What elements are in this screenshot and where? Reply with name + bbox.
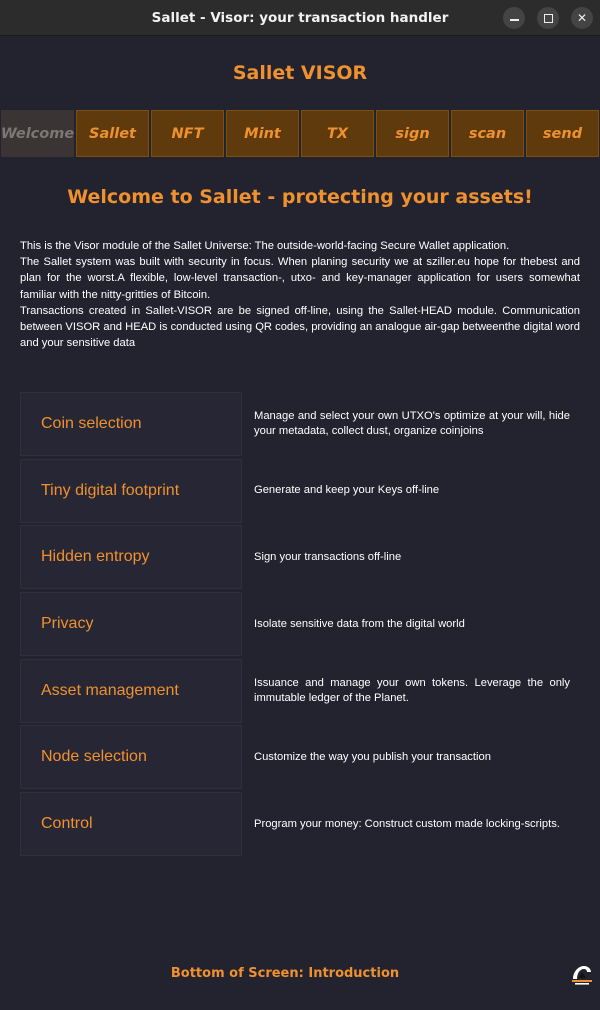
feature-description — [254, 392, 570, 456]
minimize-button[interactable] — [503, 7, 525, 29]
feature-button-privacy[interactable]: Privacy — [20, 592, 242, 656]
feature-description-text: Manage and select your own UTXO's optimize at your will, hide your metadata, collect dust, organize coinjoins — [254, 410, 570, 437]
feature-description — [254, 659, 570, 723]
feature-description — [254, 459, 570, 523]
intro-paragraph: The Sallet system was built with security in focus. When planing security we at sziller.eu hope for thebest and plan for the worst.A flexible, low-level transaction-, utxo- and key-manager application for users somewhat familiar with the nitty-gritties of Bitcoin. — [20, 256, 580, 301]
feature-button-node-selection[interactable]: Node selection — [20, 725, 242, 789]
intro-paragraph: This is the Visor module of the Sallet Universe: The outside-world-facing Secure Wallet application. — [20, 240, 510, 252]
tab-scan[interactable]: scan — [451, 110, 524, 157]
intro-text — [20, 238, 580, 351]
tab-welcome[interactable]: Welcome — [1, 110, 74, 157]
feature-description-text: Issuance and manage your own tokens. Leverage the only immutable ledger of the Planet. — [254, 676, 570, 704]
app-title: Sallet VISOR — [232, 62, 368, 84]
feature-description — [254, 592, 570, 656]
feature-description-text: Customize the way you publish your transaction — [254, 750, 491, 763]
feature-button-tiny-digital-footprint[interactable]: Tiny digital footprint — [20, 459, 242, 523]
feature-description-text: Program your money: Construct custom made locking-scripts. — [254, 817, 560, 830]
window-titlebar — [0, 0, 600, 36]
feature-description — [254, 525, 570, 589]
feature-description-text: Generate and keep your Keys off-line — [254, 484, 440, 497]
feature-button-asset-management[interactable]: Asset management — [20, 659, 242, 723]
feature-button-coin-selection[interactable]: Coin selection — [20, 392, 242, 456]
feature-button-hidden-entropy[interactable]: Hidden entropy — [20, 525, 242, 589]
feature-row — [20, 525, 580, 592]
sallet-logo-icon — [570, 963, 594, 985]
feature-description-text: Isolate sensitive data from the digital world — [254, 617, 465, 630]
tab-sallet[interactable]: Sallet — [76, 110, 149, 157]
feature-row — [20, 792, 580, 859]
tab-sign[interactable]: sign — [376, 110, 449, 157]
minimize-icon — [510, 19, 519, 21]
feature-row — [20, 725, 580, 792]
tab-mint[interactable]: Mint — [226, 110, 299, 157]
feature-row — [20, 592, 580, 659]
feature-description — [254, 792, 570, 856]
welcome-heading: Welcome to Sallet - protecting your assets! — [67, 186, 533, 208]
tab-nft[interactable]: NFT — [151, 110, 224, 157]
tab-send[interactable]: send — [526, 110, 599, 157]
tab-bar — [0, 110, 600, 157]
feature-row — [20, 392, 580, 459]
close-icon: ✕ — [576, 11, 588, 25]
feature-button-control[interactable]: Control — [20, 792, 242, 856]
window-title: Sallet - Visor: your transaction handler — [151, 10, 449, 26]
feature-description-text: Sign your transactions off-line — [254, 550, 402, 563]
footer-label: Bottom of Screen: Introduction — [170, 966, 400, 981]
feature-row — [20, 459, 580, 526]
feature-row — [20, 659, 580, 726]
maximize-icon — [544, 14, 553, 23]
intro-paragraph: Transactions created in Sallet-VISOR are be signed off-line, using the Sallet-HEAD module. Communication between VISOR and HEAD is conducted using QR codes, providing an analogue air-gap betweenthe digital word and your sensitive data — [20, 304, 580, 350]
tab-tx[interactable]: TX — [301, 110, 374, 157]
feature-list — [20, 392, 580, 859]
close-button[interactable] — [571, 7, 593, 29]
feature-description — [254, 725, 570, 789]
maximize-button[interactable] — [537, 7, 559, 29]
